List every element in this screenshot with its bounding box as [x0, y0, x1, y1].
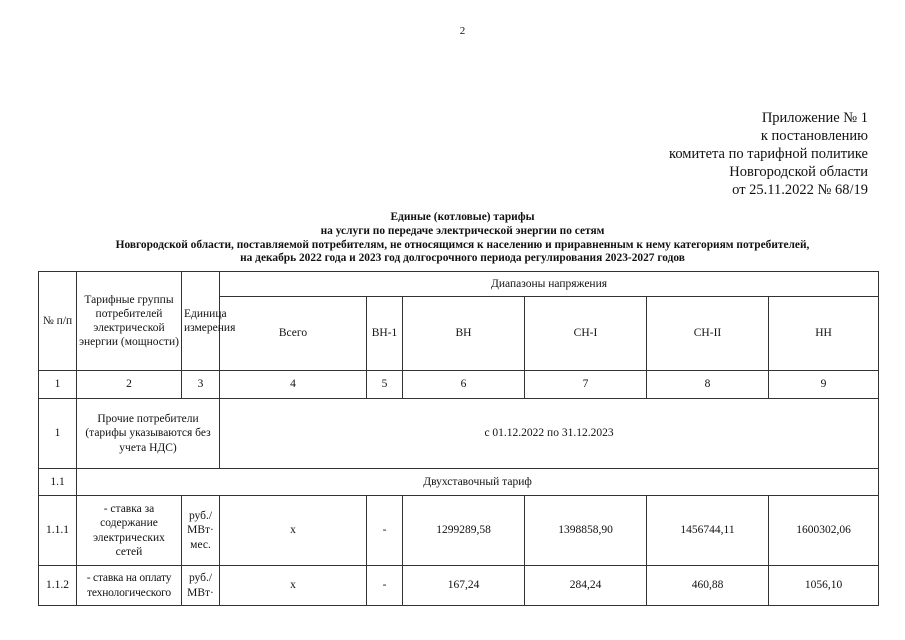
col-header-sn2: СН-II — [647, 297, 769, 371]
table-row — [39, 566, 879, 606]
column-number: 8 — [647, 371, 769, 399]
subsection-num: 1.1 — [39, 469, 77, 496]
value-vn1: - — [367, 566, 403, 606]
appendix-line: Приложение № 1 — [761, 110, 868, 126]
row-label: - ставка за содержание электрических сетей — [77, 496, 182, 566]
col-header-vn1: ВН-1 — [367, 297, 403, 371]
section-period: с 01.12.2022 по 31.12.2023 — [220, 399, 879, 469]
page-number: 2 — [459, 25, 466, 37]
column-number: 5 — [367, 371, 403, 399]
col-header-num: № п/п — [39, 272, 77, 371]
appendix-block — [669, 109, 868, 199]
header-row — [39, 272, 879, 297]
value-total: х — [220, 496, 367, 566]
column-number: 6 — [403, 371, 525, 399]
column-number: 9 — [769, 371, 879, 399]
appendix-line: комитета по тарифной политике — [669, 146, 868, 162]
row-num: 1.1.1 — [39, 496, 77, 566]
value-sn2: 1456744,11 — [647, 496, 769, 566]
col-header-vn: ВН — [403, 297, 525, 371]
value-vn: 1299289,58 — [403, 496, 525, 566]
value-sn2: 460,88 — [647, 566, 769, 606]
row-unit: руб./ МВт· мес. — [182, 496, 220, 566]
col-header-nn: НН — [769, 297, 879, 371]
subsection-row — [39, 469, 879, 496]
section-row — [39, 399, 879, 469]
col-header-unit: Единица измерения — [182, 272, 220, 371]
table-row — [39, 496, 879, 566]
row-unit: руб./ МВт· — [182, 566, 220, 606]
tariff-table — [38, 271, 879, 606]
column-number: 7 — [525, 371, 647, 399]
heading-line: Единые (котловые) тарифы — [390, 211, 535, 223]
row-num: 1.1.2 — [39, 566, 77, 606]
section-num: 1 — [39, 399, 77, 469]
heading-line: Новгородской области, поставляемой потребителям, не относящимся к населению и приравненным к нему категориям потребителей, — [115, 238, 810, 251]
col-header-sn1: СН-I — [525, 297, 647, 371]
value-sn1: 1398858,90 — [525, 496, 647, 566]
col-header-total: Всего — [220, 297, 367, 371]
heading-line: на декабрь 2022 года и 2023 год долгосрочного периода регулирования 2023-2027 годов — [240, 252, 685, 265]
voltage-header: Диапазоны напряжения — [220, 272, 879, 297]
column-number: 1 — [39, 371, 77, 399]
heading-line: на услуги по передаче электрической энергии по сетям — [320, 224, 605, 237]
column-number: 3 — [182, 371, 220, 399]
section-label: Прочие потребители (тарифы указываются без учета НДС) — [77, 399, 220, 469]
appendix-line: к постановлению — [760, 128, 868, 144]
value-vn1: - — [367, 496, 403, 566]
col-header-group: Тарифные группы потребителей электрической энергии (мощности) — [77, 272, 182, 371]
row-label: - ставка на оплату технологического — [77, 566, 182, 606]
appendix-line: от 25.11.2022 № 68/19 — [732, 182, 868, 198]
appendix-line: Новгородской области — [729, 164, 868, 180]
column-number: 2 — [77, 371, 182, 399]
column-number: 4 — [220, 371, 367, 399]
value-total: х — [220, 566, 367, 606]
column-number-row — [39, 371, 879, 399]
document-heading — [0, 211, 905, 266]
subsection-label: Двухставочный тариф — [77, 469, 879, 496]
value-vn: 167,24 — [403, 566, 525, 606]
value-nn: 1600302,06 — [769, 496, 879, 566]
value-sn1: 284,24 — [525, 566, 647, 606]
value-nn: 1056,10 — [769, 566, 879, 606]
